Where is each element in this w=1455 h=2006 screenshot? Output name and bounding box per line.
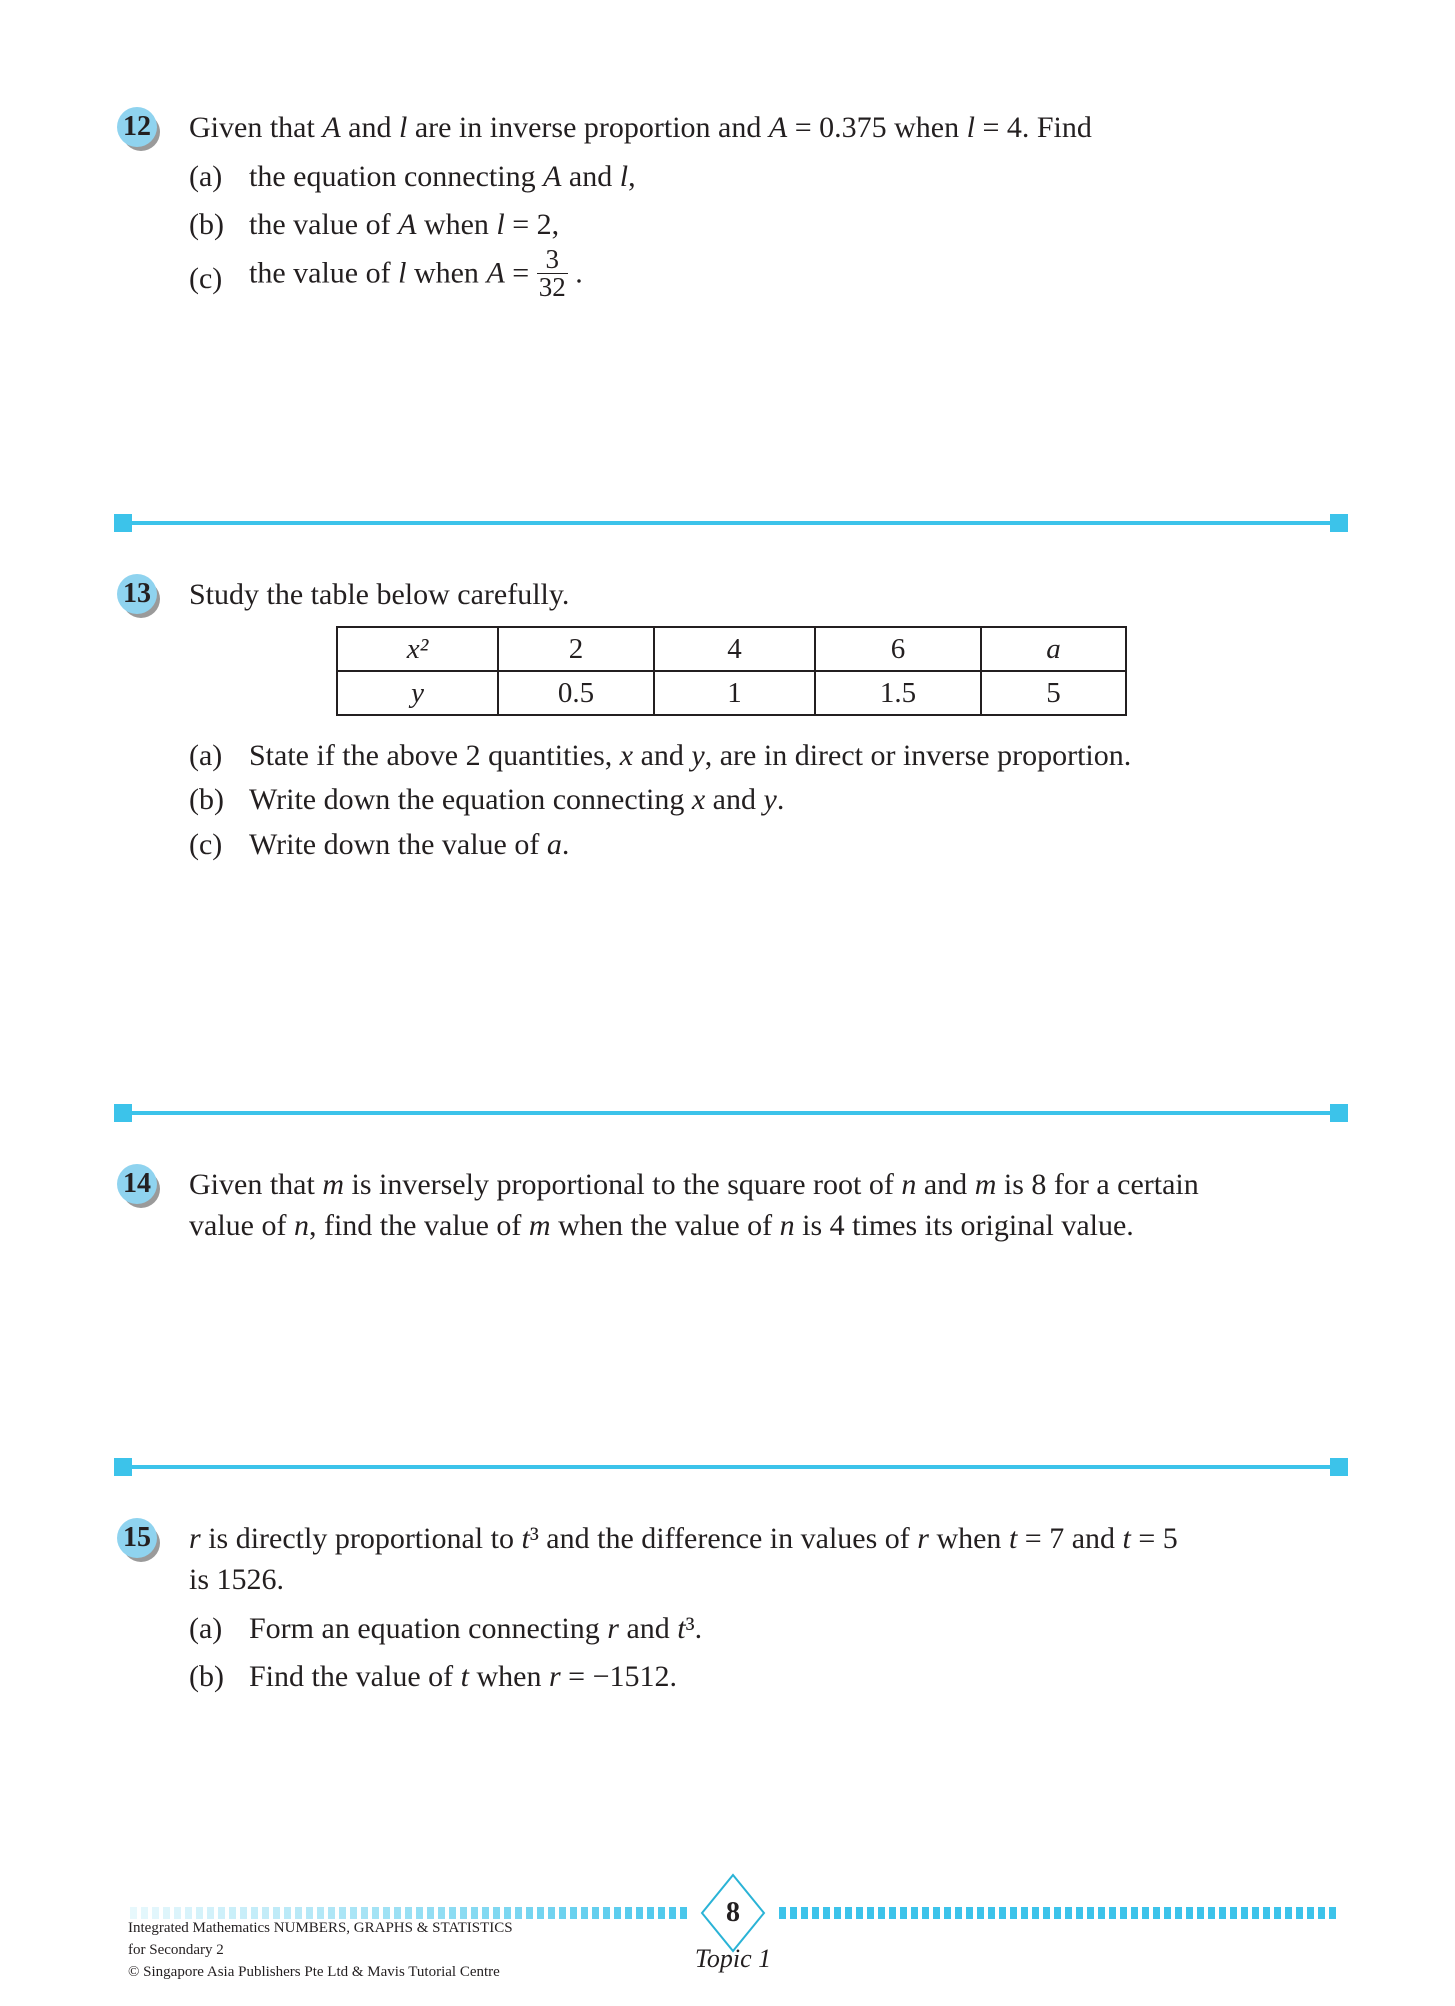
footer-dot	[273, 1907, 280, 1919]
footer-dot	[1032, 1907, 1039, 1919]
question-14-line-1: Given that m is inversely proportional to the square root of n and m is 8 for a certain	[189, 1168, 1199, 1201]
footer-dot	[779, 1907, 786, 1919]
footer-dot	[383, 1907, 390, 1919]
footer-dot	[1197, 1907, 1204, 1919]
footer-dot	[229, 1907, 236, 1919]
footer-dot	[493, 1907, 500, 1919]
footer-dot	[1164, 1907, 1171, 1919]
table-cell: a	[981, 627, 1126, 671]
fraction	[537, 246, 568, 301]
footer-dot	[900, 1907, 907, 1919]
footer-dot	[812, 1907, 819, 1919]
footer-dot	[944, 1907, 951, 1919]
footer-dot	[658, 1907, 665, 1919]
footer-dot	[207, 1907, 214, 1919]
footer-dot	[1065, 1907, 1072, 1919]
footer-dot	[471, 1907, 478, 1919]
footer-dot	[977, 1907, 984, 1919]
footer-dot	[1175, 1907, 1182, 1919]
question-12-stem: Given that A and l are in inverse proportion and A = 0.375 when l = 4. Find	[189, 111, 1092, 144]
footer-dot	[394, 1907, 401, 1919]
footer-dot	[680, 1907, 687, 1919]
table-cell: x²	[337, 627, 498, 671]
table-row	[337, 627, 1126, 671]
footer-dot	[867, 1907, 874, 1919]
footer-dot	[1043, 1907, 1050, 1919]
footer-dot	[449, 1907, 456, 1919]
footer-dot	[350, 1907, 357, 1919]
table-cell: 6	[815, 627, 981, 671]
footer-dot	[1296, 1907, 1303, 1919]
footer-dot	[1054, 1907, 1061, 1919]
footer-dot	[240, 1907, 247, 1919]
question-number-badge: 12	[117, 107, 157, 147]
footer-dot	[1142, 1907, 1149, 1919]
question-15-line-2: is 1526.	[189, 1563, 285, 1596]
part-label: (b)	[189, 208, 224, 241]
footer-dot	[856, 1907, 863, 1919]
footer-dot	[526, 1907, 533, 1919]
footer-dot	[603, 1907, 610, 1919]
footer-dot	[1076, 1907, 1083, 1919]
table-cell: 2	[498, 627, 654, 671]
footer-book-title: Integrated Mathematics NUMBERS, GRAPHS & STATISTICS	[128, 1920, 513, 1936]
footer-dot	[537, 1907, 544, 1919]
footer-dot	[581, 1907, 588, 1919]
footer-dot	[174, 1907, 181, 1919]
section-divider	[116, 521, 1346, 525]
numerator: 3	[537, 246, 568, 274]
question-number-badge: 15	[117, 1518, 157, 1558]
denominator: 32	[538, 272, 566, 302]
question-14-line-2: value of n, find the value of m when the value of n is 4 times its original value.	[189, 1209, 1134, 1242]
part-label: (a)	[189, 739, 223, 772]
footer-dot	[515, 1907, 522, 1919]
footer-dot	[339, 1907, 346, 1919]
footer-dot	[163, 1907, 170, 1919]
footer-dot	[647, 1907, 654, 1919]
footer-dot	[416, 1907, 423, 1919]
footer-dot	[614, 1907, 621, 1919]
footer-dot	[1285, 1907, 1292, 1919]
footer-dot	[372, 1907, 379, 1919]
question-15-line-1: r is directly proportional to t³ and the difference in values of r when t = 7 and t = 5	[189, 1522, 1178, 1555]
footer-dot	[1307, 1907, 1314, 1919]
table-cell: 1	[654, 671, 815, 715]
footer-dot	[218, 1907, 225, 1919]
footer-dot	[592, 1907, 599, 1919]
topic-label: Topic 1	[694, 1944, 772, 1973]
footer-dot	[548, 1907, 555, 1919]
footer-dot	[790, 1907, 797, 1919]
footer-dot	[834, 1907, 841, 1919]
part-label: (b)	[189, 1660, 224, 1693]
question-13-part-b: Write down the equation connecting x and y.	[249, 783, 785, 816]
footer-dot	[482, 1907, 489, 1919]
page-number: 8	[726, 1897, 740, 1928]
footer-dot	[1109, 1907, 1116, 1919]
footer-dot	[823, 1907, 830, 1919]
footer-dot	[284, 1907, 291, 1919]
section-divider	[116, 1465, 1346, 1469]
footer-dot	[1230, 1907, 1237, 1919]
question-15-part-a: Form an equation connecting r and t³.	[249, 1612, 703, 1645]
section-divider	[116, 1111, 1346, 1115]
footer-dot	[1274, 1907, 1281, 1919]
footer-dot	[1010, 1907, 1017, 1919]
part-label: (c)	[189, 828, 223, 861]
footer-dot	[922, 1907, 929, 1919]
question-12-part-c	[249, 246, 583, 301]
footer-dot	[196, 1907, 203, 1919]
footer-dot	[1120, 1907, 1127, 1919]
part-label: (c)	[189, 262, 223, 295]
footer-dot	[933, 1907, 940, 1919]
footer-dot	[185, 1907, 192, 1919]
footer-dot	[1318, 1907, 1325, 1919]
footer-dot	[1219, 1907, 1226, 1919]
footer-dot	[295, 1907, 302, 1919]
footer-copyright: © Singapore Asia Publishers Pte Ltd & Mavis Tutorial Centre	[128, 1964, 500, 1980]
table-row	[337, 671, 1126, 715]
question-13-stem: Study the table below carefully.	[189, 578, 570, 611]
footer-dot	[1329, 1907, 1336, 1919]
footer-dot	[460, 1907, 467, 1919]
question-15-part-b: Find the value of t when r = −1512.	[249, 1660, 677, 1693]
footer-dot	[636, 1907, 643, 1919]
data-table	[336, 626, 1127, 716]
footer-dot	[559, 1907, 566, 1919]
footer-dot	[889, 1907, 896, 1919]
footer-dot	[801, 1907, 808, 1919]
footer-dot	[1263, 1907, 1270, 1919]
period: .	[575, 256, 583, 290]
footer-dot	[317, 1907, 324, 1919]
footer-dot	[625, 1907, 632, 1919]
footer-dot	[152, 1907, 159, 1919]
footer-dot	[1153, 1907, 1160, 1919]
table-cell: 5	[981, 671, 1126, 715]
footer-dot	[405, 1907, 412, 1919]
footer-dot	[878, 1907, 885, 1919]
footer-dot	[845, 1907, 852, 1919]
footer-dot	[999, 1907, 1006, 1919]
footer-dot	[306, 1907, 313, 1919]
footer-dot	[1186, 1907, 1193, 1919]
footer-dot	[504, 1907, 511, 1919]
footer-dot	[1131, 1907, 1138, 1919]
footer-dot	[1087, 1907, 1094, 1919]
question-13-part-c: Write down the value of a.	[249, 828, 570, 861]
part-label: (b)	[189, 783, 224, 816]
table-cell: 1.5	[815, 671, 981, 715]
part-c-text: the value of l when A =	[249, 256, 537, 290]
footer-dot	[438, 1907, 445, 1919]
table-cell: 4	[654, 627, 815, 671]
footer-dot	[570, 1907, 577, 1919]
footer-dot	[1208, 1907, 1215, 1919]
footer-dot	[955, 1907, 962, 1919]
footer-dot	[988, 1907, 995, 1919]
footer-dot	[130, 1907, 137, 1919]
part-label: (a)	[189, 160, 223, 193]
footer-dot	[1098, 1907, 1105, 1919]
question-number-badge: 13	[117, 574, 157, 614]
footer-dot	[1021, 1907, 1028, 1919]
footer-dot	[427, 1907, 434, 1919]
table-cell: 0.5	[498, 671, 654, 715]
footer-dot	[262, 1907, 269, 1919]
footer-dot	[966, 1907, 973, 1919]
footer-dot	[1241, 1907, 1248, 1919]
table-cell: y	[337, 671, 498, 715]
footer-dot	[251, 1907, 258, 1919]
footer-dot	[328, 1907, 335, 1919]
footer-dot	[1252, 1907, 1259, 1919]
footer-dot	[669, 1907, 676, 1919]
footer-dot	[911, 1907, 918, 1919]
footer-dot	[361, 1907, 368, 1919]
question-13-part-a: State if the above 2 quantities, x and y, are in direct or inverse proportion.	[249, 739, 1132, 772]
footer-dot	[141, 1907, 148, 1919]
question-12-part-b: the value of A when l = 2,	[249, 208, 560, 241]
question-number-badge: 14	[117, 1164, 157, 1204]
question-12-part-a: the equation connecting A and l,	[249, 160, 636, 193]
part-label: (a)	[189, 1612, 223, 1645]
footer-level: for Secondary 2	[128, 1942, 224, 1958]
